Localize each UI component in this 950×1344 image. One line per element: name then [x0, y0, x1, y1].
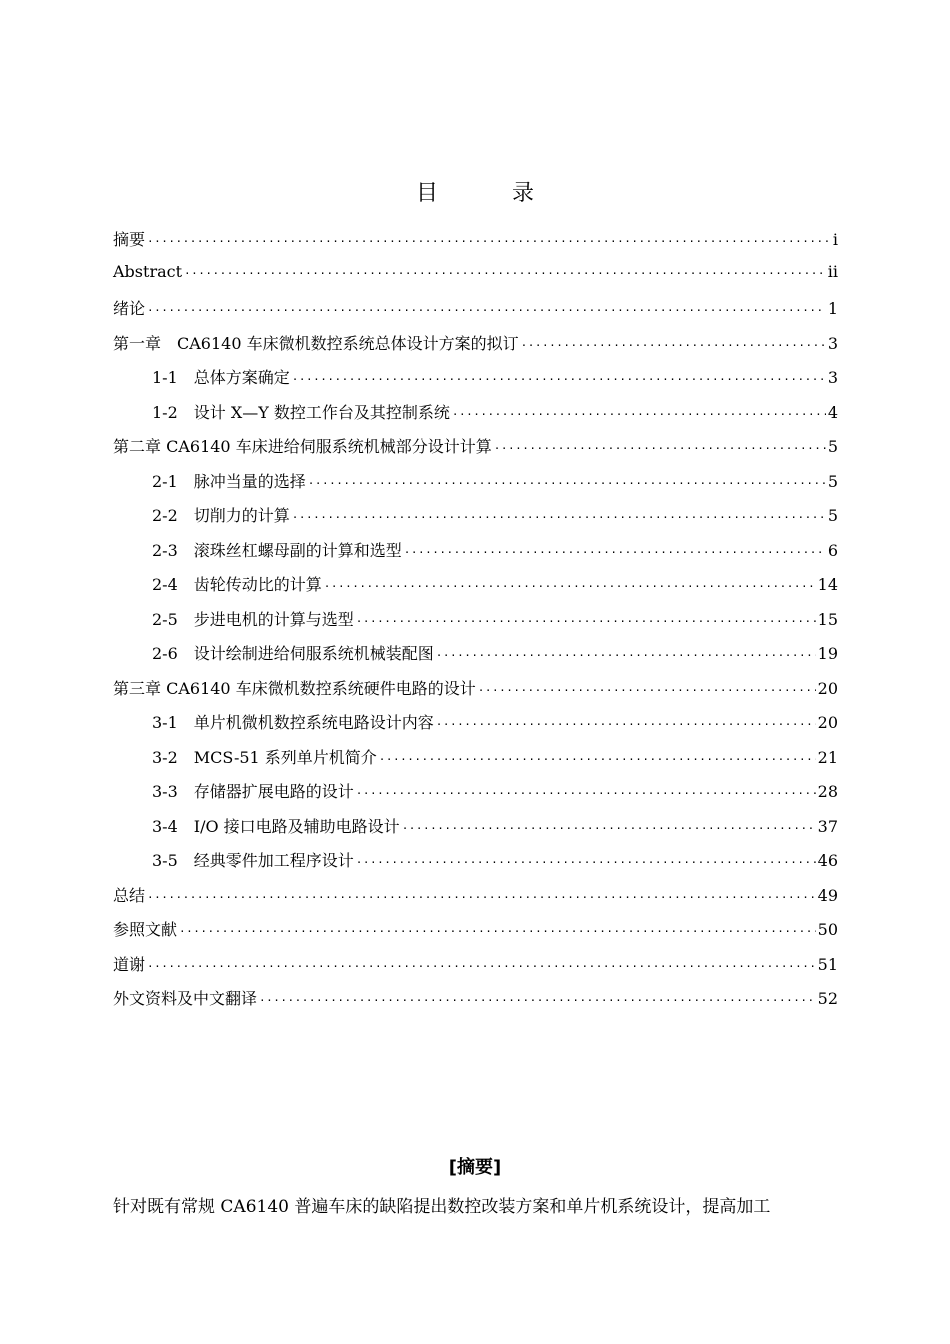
toc-entry-page: 21	[817, 747, 838, 767]
toc-entry-page: 4	[827, 402, 838, 422]
toc-leader-dots	[147, 304, 826, 317]
toc-title: 目 录	[415, 181, 560, 206]
toc-entry-label: 2-5 步进电机的计算与选型	[152, 609, 354, 629]
toc-leader-dots	[259, 994, 816, 1007]
toc-entry-label: 第三章 CA6140 车床微机数控系统硬件电路的设计	[113, 678, 476, 698]
toc-entry-label: 1-1 总体方案确定	[152, 368, 290, 387]
toc-entry-page: ii	[827, 261, 838, 281]
toc-leader-dots	[356, 856, 816, 869]
toc-entry[interactable]	[113, 676, 838, 711]
toc-leader-dots	[436, 718, 816, 731]
toc-entry-page: 15	[817, 609, 838, 629]
toc-leader-dots	[147, 891, 816, 904]
toc-entry-label: 2-3 滚珠丝杠螺母副的计算和选型	[152, 540, 402, 560]
toc-entry[interactable]	[113, 883, 838, 918]
toc-leader-dots	[402, 822, 816, 835]
toc-entry[interactable]	[113, 607, 838, 642]
toc-leader-dots	[478, 684, 816, 697]
toc-entry[interactable]	[113, 538, 838, 573]
toc-entry-label: 3-3 存储器扩展电路的设计	[152, 782, 354, 801]
toc-entry-label: 参照文献	[113, 920, 178, 939]
table-of-contents	[113, 227, 838, 1021]
toc-entry-page: 19	[817, 644, 838, 663]
toc-entry[interactable]	[113, 952, 838, 987]
toc-entry[interactable]	[113, 469, 838, 504]
toc-entry-page: 46	[817, 851, 838, 870]
toc-leader-dots	[494, 442, 826, 455]
toc-entry-label: 2-6 设计绘制进给伺服系统机械装配图	[152, 644, 434, 663]
toc-entry-label: 总结	[113, 885, 146, 905]
toc-entry-page: 49	[817, 885, 838, 905]
toc-leader-dots	[179, 925, 816, 938]
toc-entry-page: 5	[827, 506, 838, 525]
toc-entry[interactable]	[113, 365, 838, 400]
toc-entry-page: 5	[827, 471, 838, 491]
toc-leader-dots	[292, 373, 826, 386]
toc-entry[interactable]	[113, 572, 838, 607]
abstract-first-line: 针对既有常规 CA6140 普遍车床的缺陷提出数控改装方案和单片机系统设计，提高加工	[113, 1197, 771, 1217]
toc-entry-label: 外文资料及中文翻译	[113, 989, 258, 1008]
toc-entry-label: 绪论	[113, 299, 146, 318]
toc-leader-dots	[436, 649, 816, 662]
toc-entry[interactable]	[113, 503, 838, 538]
toc-entry-label: 2-4 齿轮传动比的计算	[152, 575, 322, 594]
toc-entry-label: 第二章 CA6140 车床进给伺服系统机械部分设计计算	[113, 437, 492, 456]
toc-entry[interactable]	[113, 986, 838, 1021]
toc-leader-dots	[356, 615, 816, 628]
toc-entry[interactable]	[113, 814, 838, 849]
toc-entry-page: 50	[817, 920, 838, 939]
toc-entry[interactable]	[113, 296, 838, 331]
toc-entry-label: 1-2 设计 X—Y 数控工作台及其控制系统	[152, 402, 450, 422]
toc-leader-dots	[147, 235, 831, 248]
toc-entry-page: 3	[827, 333, 838, 353]
toc-leader-dots	[147, 960, 816, 973]
toc-entry[interactable]	[113, 917, 838, 952]
toc-entry-label: 3-5 经典零件加工程序设计	[152, 851, 354, 870]
toc-entry-page: 14	[817, 575, 838, 594]
toc-leader-dots	[404, 546, 826, 559]
toc-entry-page: 37	[817, 816, 838, 836]
toc-entry[interactable]	[113, 227, 838, 262]
toc-leader-dots	[356, 787, 816, 800]
toc-entry-page: 51	[817, 954, 838, 974]
toc-entry-label: 2-2 切削力的计算	[152, 506, 290, 525]
toc-leader-dots	[292, 511, 826, 524]
toc-entry[interactable]	[113, 262, 838, 297]
toc-entry-label: 摘要	[113, 230, 146, 249]
toc-entry[interactable]	[113, 434, 838, 469]
toc-entry[interactable]	[113, 745, 838, 780]
abstract-title: [摘要]	[448, 1157, 502, 1178]
toc-entry-label: 3-2 MCS-51 系列单片机简介	[152, 747, 377, 767]
toc-entry-page: 28	[817, 782, 838, 801]
toc-entry-page: 6	[827, 540, 838, 560]
toc-entry-label: 2-1 脉冲当量的选择	[152, 471, 306, 491]
toc-leader-dots	[184, 267, 826, 280]
toc-entry[interactable]	[113, 710, 838, 745]
toc-leader-dots	[308, 477, 826, 490]
toc-entry-page: 20	[817, 678, 838, 698]
toc-entry-page: 52	[817, 989, 838, 1008]
toc-entry-label: 道谢	[113, 954, 146, 974]
toc-entry-label: 第一章 CA6140 车床微机数控系统总体设计方案的拟订	[113, 333, 519, 353]
toc-entry-label: 3-1 单片机微机数控系统电路设计内容	[152, 713, 434, 732]
toc-leader-dots	[521, 339, 826, 352]
toc-leader-dots	[452, 408, 826, 421]
toc-leader-dots	[379, 753, 816, 766]
toc-entry[interactable]	[113, 641, 838, 676]
toc-entry[interactable]	[113, 331, 838, 366]
toc-entry-label: 3-4 I/O 接口电路及辅助电路设计	[152, 816, 400, 836]
toc-entry[interactable]	[113, 848, 838, 883]
toc-entry-page: i	[832, 230, 838, 249]
toc-entry-page: 1	[827, 299, 838, 318]
toc-entry-page: 20	[817, 713, 838, 732]
toc-leader-dots	[324, 580, 816, 593]
toc-entry[interactable]	[113, 400, 838, 435]
toc-entry-page: 3	[827, 368, 838, 387]
toc-entry-label: Abstract	[113, 261, 183, 281]
toc-entry-page: 5	[827, 437, 838, 456]
toc-entry[interactable]	[113, 779, 838, 814]
